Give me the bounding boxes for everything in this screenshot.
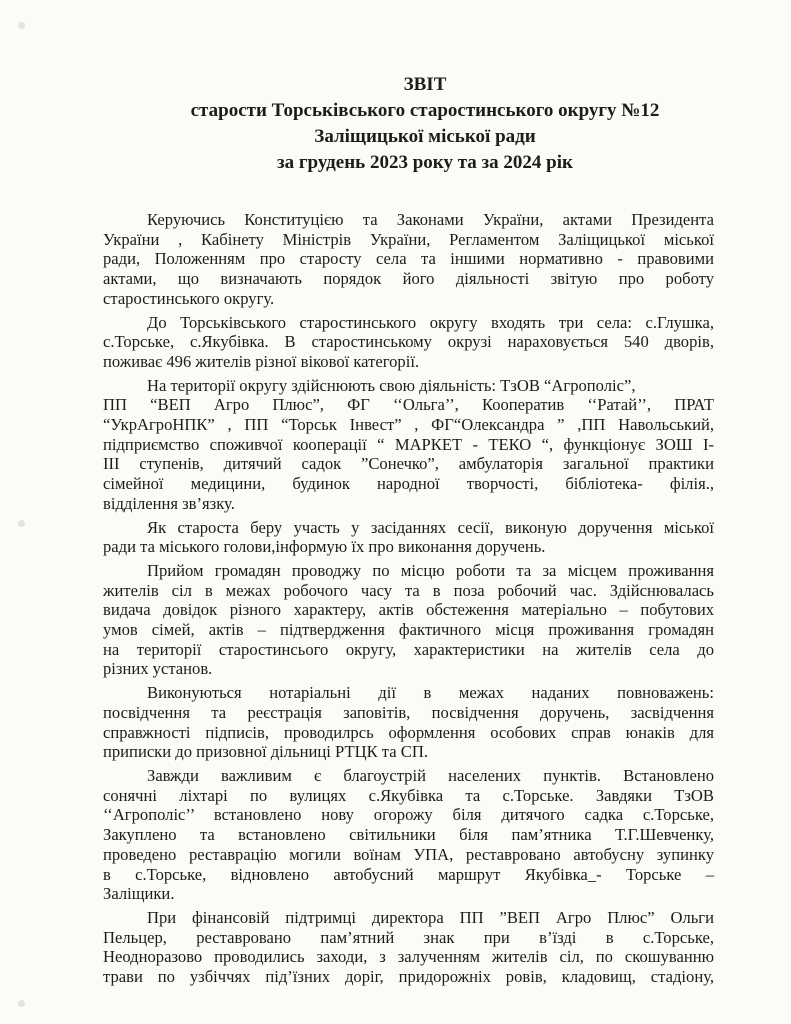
- text-line: посвідчення та реєстрація заповітів, посвідчення доручень, засвідчення: [103, 702, 714, 722]
- report-body: [103, 210, 714, 991]
- text-line: ради та міського голови,інформую їх про виконання доручень.: [103, 537, 546, 557]
- text-line: Виконуються нотаріальні дії в межах наданих повноважень:: [147, 683, 714, 703]
- text-line: сімейної медицини, будинок народної творчості, бібліотека- філія.,: [103, 474, 714, 494]
- text-line: умов сімей, актів – підтвердження фактичного місця проживання громадян: [103, 620, 714, 640]
- paragraph: [103, 313, 714, 372]
- paragraph: [103, 766, 714, 904]
- paragraph: [103, 376, 714, 514]
- text-line: актами, що визначають порядок його діяльності звітую про роботу: [103, 269, 714, 289]
- text-line: справжності підписів, проводилрсь оформлення особових справ юнаків для: [103, 722, 714, 742]
- text-line: в с.Торське, відновлено автобусний маршрут Якубівка_- Торське –: [103, 864, 714, 884]
- paragraph: [103, 908, 714, 987]
- text-line: ради, Положенням про старосту села та іншими нормативно - правовими: [103, 249, 714, 269]
- text-line: на території старостинсього округу, характеристики на жителів села до: [103, 639, 714, 659]
- text-line: України , Кабінету Міністрів України, Регламентом Заліщицької міської: [103, 229, 714, 249]
- text-line: різних установ.: [103, 659, 213, 679]
- report-subtitle-line: Заліщицької міської ради: [314, 126, 536, 147]
- text-line: При фінансовій підтримці директора ПП ”ВЕП Агро Плюс” Ольги: [147, 907, 714, 927]
- report-heading: [95, 72, 755, 176]
- text-line: ПП “ВЕП Агро Плюс”, ФГ ‘‘Ольга’’, Кооператив ‘‘Ратай’’, ПРАТ: [103, 395, 714, 415]
- text-line: приписки до призовної дільниці РТЦК та СП.: [103, 742, 428, 762]
- text-line: На території округу здійснюють свою діяльність: ТзОВ “Агрополіс”,: [147, 375, 636, 395]
- report-subtitle-line: старости Торськівського старостинського округу №12: [190, 100, 660, 121]
- text-line: ‘‘Агрополіс’’ встановлено нову огорожу біля дитячого садка с.Торське,: [103, 805, 714, 825]
- text-line: “УкрАгроНПК” , ПП “Торськ Інвест” , ФГ“Олександра ” ,ПП Навольський,: [103, 415, 714, 435]
- text-line: трави по узбіччях під’їзних доріг, придорожніх ровів, кладовищ, стадіону,: [103, 967, 714, 987]
- text-line: Пельцер, реставровано пам’ятний знак при в’їзді в с.Торське,: [103, 927, 714, 947]
- text-line: проведено реставрацію могили воїнам УПА, реставровано автобусну зупинку: [103, 844, 714, 864]
- text-line: Завжди важливим є благоустрій населених пунктів. Встановлено: [147, 765, 714, 785]
- paragraph: [103, 561, 714, 679]
- text-line: Закуплено та встановлено світильники біля пам’ятника Т.Г.Шевченку,: [103, 825, 714, 845]
- text-line: старостинського округу.: [103, 288, 275, 308]
- text-line: Неодноразово проводились заходи, з залученням жителів сіл, по скошуванню: [103, 947, 714, 967]
- text-line: поживає 496 жителів різної вікової категорії.: [103, 351, 420, 371]
- text-line: Заліщики.: [103, 884, 175, 904]
- text-line: До Торськівського старостинського округу входять три села: с.Глушка,: [147, 312, 714, 332]
- punch-hole: [18, 22, 25, 29]
- text-line: видача довідок різного характеру, актів обстеження матеріально – побутових: [103, 600, 714, 620]
- text-line: Прийом громадян проводжу по місцю роботи та за місцем проживання: [147, 560, 714, 580]
- text-line: Як староста беру участь у засіданнях сесії, виконую доручення міської: [147, 517, 714, 537]
- paragraph: [103, 518, 714, 557]
- text-line: ІІІ ступенів, дитячий садок ”Сонечко”, амбулаторія загальної практики: [103, 454, 714, 474]
- paragraph: [103, 683, 714, 762]
- punch-hole: [18, 1000, 25, 1007]
- paragraph: [103, 210, 714, 309]
- report-title: ЗВІТ: [403, 74, 447, 95]
- text-line: підприємство споживчої кооперації “ МАРКЕТ - ТЕКО “, функціонує ЗОШ І-: [103, 434, 714, 454]
- text-line: с.Торське, с.Якубівка. В старостинському окрузі нараховується 540 дворів,: [103, 332, 714, 352]
- text-line: Керуючись Конституцією та Законами України, актами Президента: [147, 210, 714, 229]
- punch-hole: [18, 520, 25, 527]
- text-line: сонячні ліхтарі по вулицях с.Якубівка та с.Торське. Завдяки ТзОВ: [103, 785, 714, 805]
- text-line: відділення зв’язку.: [103, 493, 235, 513]
- text-line: жителів сіл в межах робочого часу та в поза робочий час. Здійснювалась: [103, 580, 714, 600]
- report-period: за грудень 2023 року та за 2024 рік: [277, 152, 573, 173]
